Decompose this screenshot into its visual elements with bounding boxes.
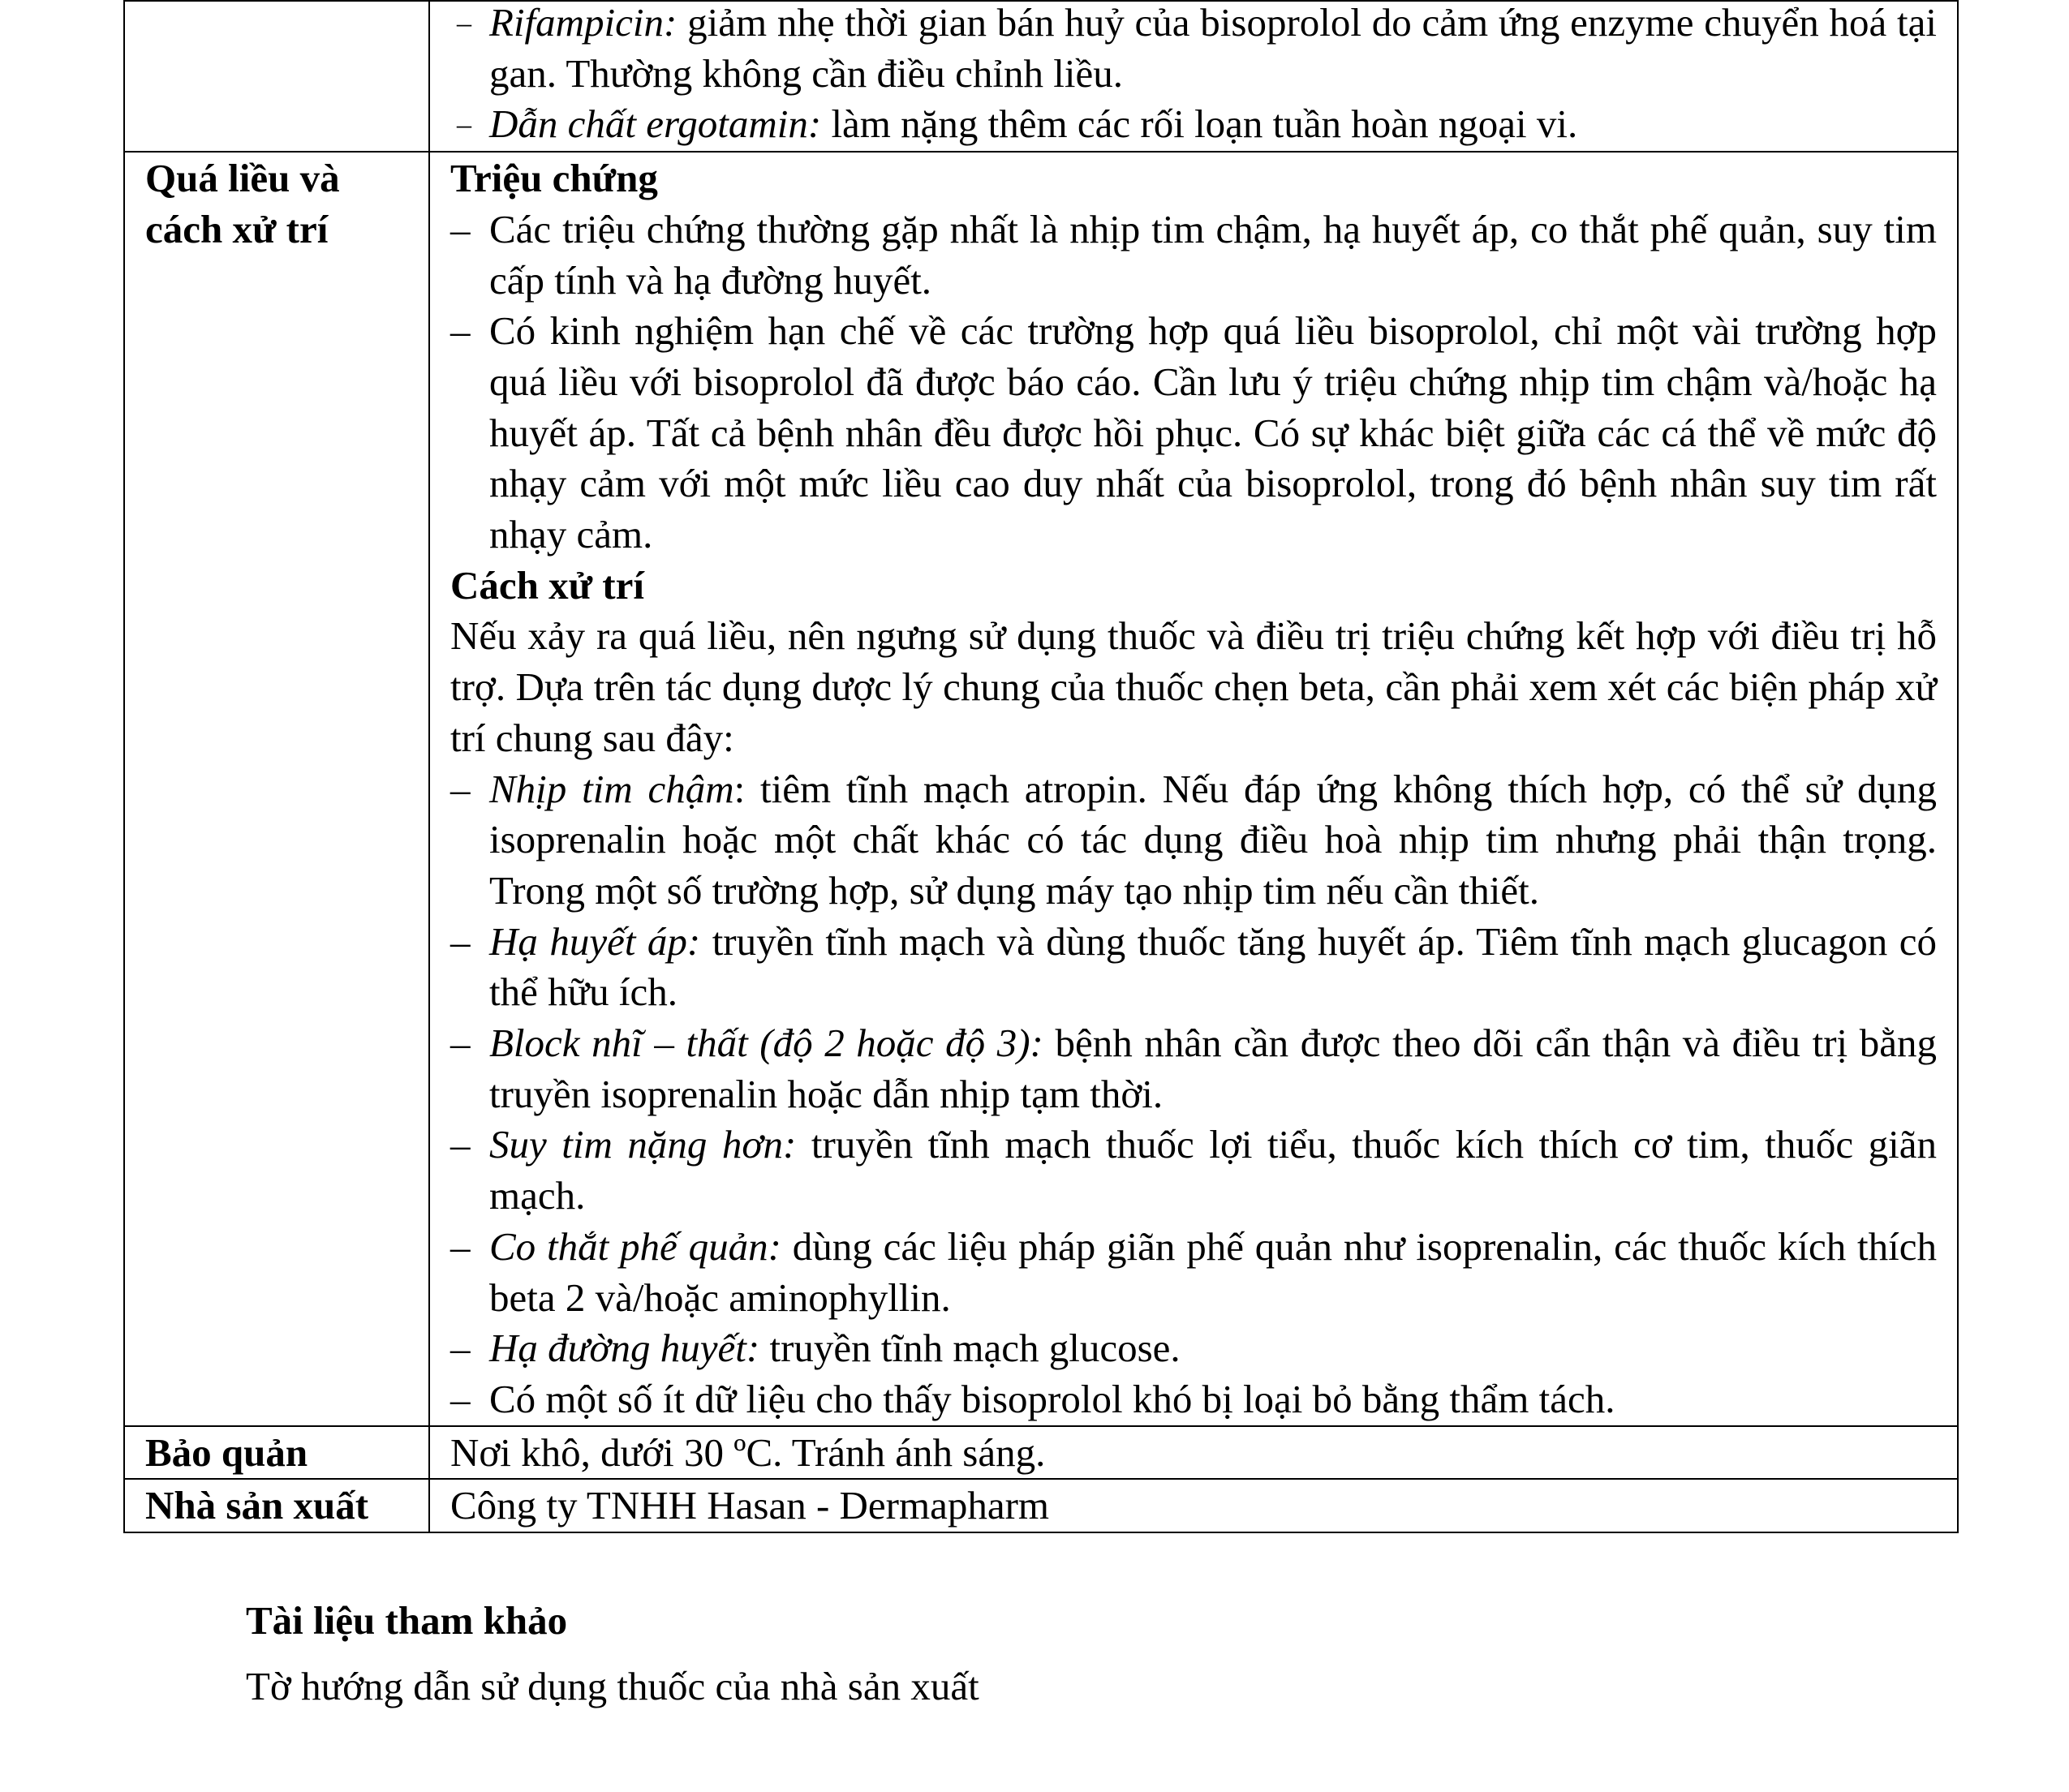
list-item xyxy=(450,1323,1937,1374)
storage-label: Bảo quản xyxy=(124,1426,429,1480)
table-row-overdose xyxy=(124,152,1958,1426)
dash-bullet: – xyxy=(450,308,471,354)
list-item xyxy=(450,764,1937,917)
management-intro: Nếu xảy ra quá liều, nên ngưng sử dụng thuốc và điều trị triệu chứng kết hợp với điều trị hỗ trợ. Dựa trên tác dụng dược lý chung của thuốc chẹn beta, cần phải xem xét các biện pháp xử trí chung sau đây: xyxy=(450,613,1937,760)
manufacturer-value: Công ty TNHH Hasan - Dermapharm xyxy=(429,1479,1958,1532)
item-text: giảm nhẹ thời gian bán huỷ của bisoprolol do cảm ứng enzyme chuyển hoá tại gan. Thường không cần điều chỉnh liều. xyxy=(489,0,1937,96)
item-emphasis: Hạ đường huyết: xyxy=(489,1326,760,1371)
dash-bullet: – xyxy=(450,918,471,964)
table-row-storage xyxy=(124,1426,1958,1480)
management-heading: Cách xử trí xyxy=(450,562,644,608)
dash-bullet: – xyxy=(450,1376,471,1421)
list-item xyxy=(450,917,1937,1018)
item-text: Có kinh nghiệm hạn chế về các trường hợp quá liều bisoprolol, chỉ một vài trường hợp quá liều với bisoprolol đã được báo cáo. Cần lưu ý triệu chứng nhịp tim chậm và/hoặc hạ huyết áp. Tất cả bệnh nhân đều được hồi phục. Có sự khác biệt giữa các cá thể về mức độ nhạy cảm với một mức liều cao duy nhất của bisoprolol, trong đó bệnh nhân suy tim rất nhạy cảm. xyxy=(489,308,1937,557)
list-item xyxy=(450,99,1937,150)
dash-bullet: – xyxy=(450,766,471,811)
label-line: Quá liều và xyxy=(145,156,340,201)
item-text: : tiêm tĩnh mạch atropin. Nếu đáp ứng không thích hợp, có thể sử dụng isoprenalin hoặc một chất khác có tác dụng điều hoà nhịp tim nhưng phải thận trọng. Trong một số trường hợp, sử dụng máy tạo nhịp tim nếu cần thiết. xyxy=(489,766,1938,913)
table-row-interactions xyxy=(124,1,1958,152)
label-line: cách xử trí xyxy=(145,206,329,251)
dash-bullet: – xyxy=(450,1223,471,1269)
item-emphasis: Nhịp tim chậm xyxy=(489,766,734,811)
row-label-empty xyxy=(124,1,429,152)
item-emphasis: Dẫn chất ergotamin: xyxy=(489,101,822,147)
item-text: Có một số ít dữ liệu cho thấy bisoprolol khó bị loại bỏ bằng thẩm tách. xyxy=(489,1376,1615,1421)
list-item xyxy=(450,1119,1937,1221)
item-text: Các triệu chứng thường gặp nhất là nhịp tim chậm, hạ huyết áp, co thắt phế quản, suy tim cấp tính và hạ đường huyết. xyxy=(489,206,1937,303)
references-section xyxy=(246,1596,979,1712)
references-body: Tờ hướng dẫn sử dụng thuốc của nhà sản xuất xyxy=(246,1664,979,1708)
table-row-manufacturer xyxy=(124,1479,1958,1532)
list-item xyxy=(450,1374,1937,1425)
symptoms-heading: Triệu chứng xyxy=(450,156,658,201)
item-text: làm nặng thêm các rối loạn tuần hoàn ngoại vi. xyxy=(821,101,1578,147)
item-text: truyền tĩnh mạch và dùng thuốc tăng huyết áp. Tiêm tĩnh mạch glucagon có thể hữu ích. xyxy=(489,918,1937,1015)
storage-value: Nơi khô, dưới 30 ºC. Tránh ánh sáng. xyxy=(429,1426,1958,1480)
item-emphasis: Co thắt phế quản: xyxy=(489,1223,781,1269)
interactions-content xyxy=(429,1,1958,152)
dash-bullet: – xyxy=(457,108,471,141)
list-item xyxy=(450,204,1937,306)
item-emphasis: Block nhĩ – thất (độ 2 hoặc độ 3): xyxy=(489,1021,1043,1066)
dash-bullet: – xyxy=(457,6,471,39)
dash-bullet: – xyxy=(450,1326,471,1371)
dash-bullet: – xyxy=(450,206,471,251)
list-item xyxy=(450,0,1937,99)
item-text: dùng các liệu pháp giãn phế quản như isoprenalin, các thuốc kích thích beta 2 và/hoặc aminophyllin. xyxy=(489,1223,1937,1320)
overdose-content xyxy=(429,152,1958,1426)
list-item xyxy=(450,1018,1937,1119)
list-item xyxy=(450,306,1937,561)
references-title: Tài liệu tham khảo xyxy=(246,1598,568,1643)
item-text: truyền tĩnh mạch glucose. xyxy=(759,1326,1181,1371)
dash-bullet: – xyxy=(450,1021,471,1066)
dash-bullet: – xyxy=(450,1122,471,1167)
list-item xyxy=(450,1222,1937,1323)
drug-info-table xyxy=(123,0,1959,1533)
item-emphasis: Suy tim nặng hơn: xyxy=(489,1122,797,1167)
item-text: truyền tĩnh mạch thuốc lợi tiểu, thuốc kích thích cơ tim, thuốc giãn mạch. xyxy=(489,1122,1937,1218)
manufacturer-label: Nhà sản xuất xyxy=(124,1479,429,1532)
item-emphasis: Rifampicin: xyxy=(489,0,677,45)
item-text: bệnh nhân cần được theo dõi cẩn thận và điều trị bằng truyền isoprenalin hoặc dẫn nhịp tạm thời. xyxy=(489,1021,1937,1116)
overdose-label xyxy=(124,152,429,1426)
item-emphasis: Hạ huyết áp: xyxy=(489,918,701,964)
